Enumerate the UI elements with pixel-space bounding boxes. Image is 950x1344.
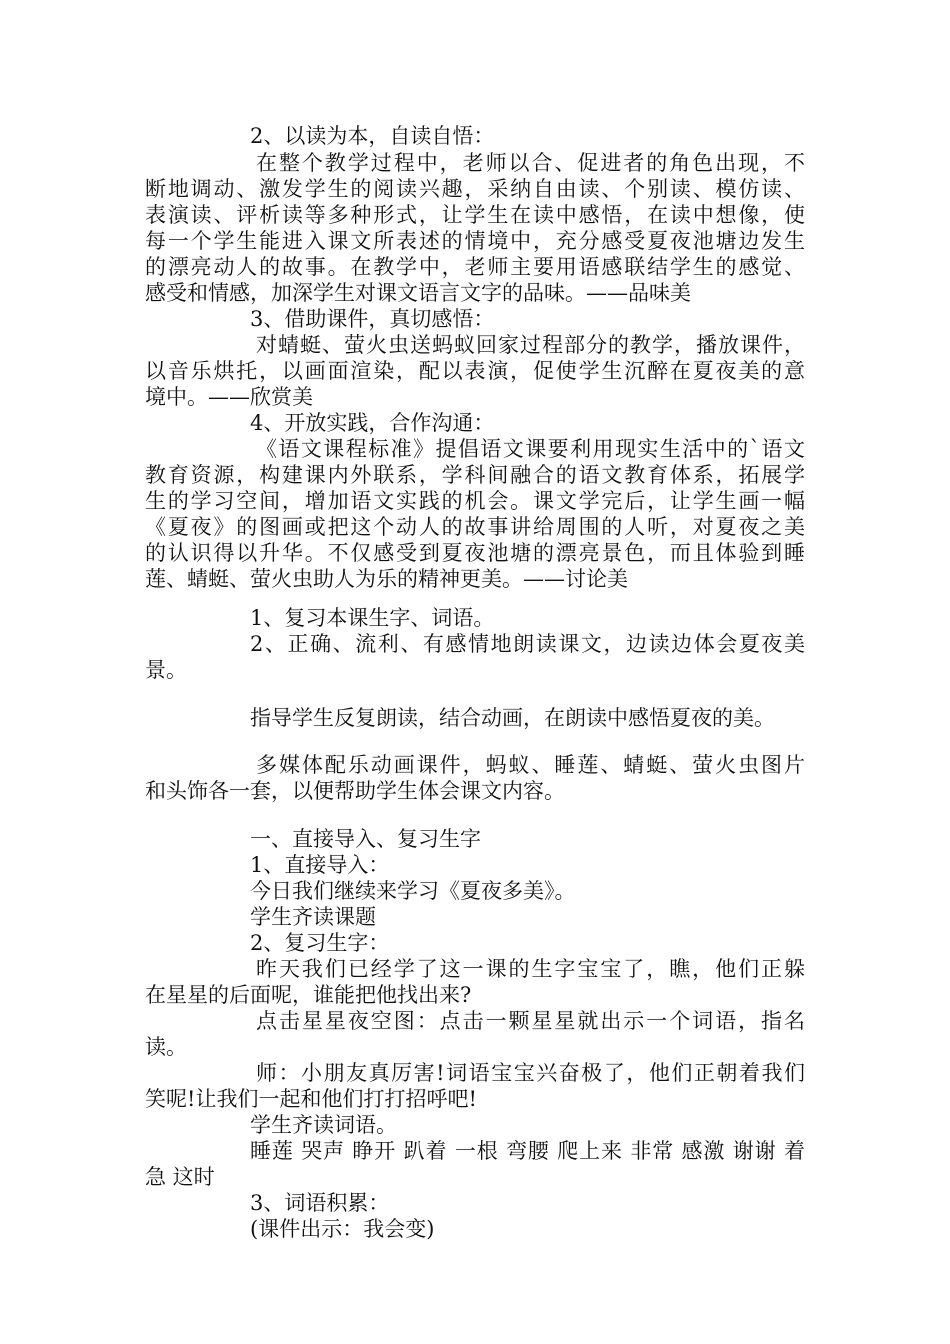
paragraph-line: 《夏夜》的图画或把这个动人的故事讲给周围的人听，对夏夜之美 (145, 515, 805, 539)
paragraph-line: 读。 (145, 1035, 187, 1059)
step-heading: 1、直接导入： (250, 853, 390, 877)
paragraph-line: 的漂亮动人的故事。在教学中，老师主要用语感联结学生的感觉、 (145, 255, 805, 279)
paragraph-line: 师：小朋友真厉害!词语宝宝兴奋极了，他们正朝着我们 (256, 1061, 805, 1085)
heading-read-as-basis: 2、以读为本，自读自悟： (250, 124, 495, 148)
word-list: 睡莲 哭声 睁开 趴着 一根 弯腰 爬上来 非常 感激 谢谢 着 (250, 1139, 805, 1163)
step-heading: 3、词语积累： (250, 1191, 390, 1215)
paragraph-line: 每一个学生能进入课文所表述的情境中，充分感受夏夜池塘边发生 (145, 229, 805, 253)
paragraph-line: 学生齐读词语。 (250, 1113, 397, 1137)
word-list: 急 这时 (145, 1165, 215, 1189)
key-point-text: 指导学生反复朗读，结合动画，在朗读中感悟夏夜的美。 (250, 706, 775, 730)
preparation-text: 多媒体配乐动画课件，蚂蚁、睡莲、蜻蜓、萤火虫图片 (256, 753, 805, 777)
goal-item-1: 1、复习本课生字、词语。 (250, 606, 495, 630)
paragraph-line: 笑呢!让我们一起和他们打打招呼吧! (145, 1087, 477, 1111)
paragraph-line: 以音乐烘托，以画面渲染，配以表演，促使学生沉醉在夏夜美的意 (145, 359, 805, 383)
paragraph-line: (课件出示：我会变) (250, 1217, 435, 1241)
step-heading: 2、复习生字： (250, 931, 390, 955)
paragraph-line: 断地调动、激发学生的阅读兴趣，采纳自由读、个别读、模仿读、 (145, 177, 805, 201)
goal-item-2: 2、正确、流利、有感情地朗读课文，边读边体会夏夜美 (250, 632, 805, 656)
paragraph-line: 感受和情感，加深学生对课文语言文字的品味。——品味美 (145, 281, 691, 305)
paragraph-line: 今日我们继续来学习《夏夜多美》。 (250, 879, 576, 903)
paragraph-line: 昨天我们已经学了这一课的生字宝宝了，瞧，他们正躲 (256, 957, 805, 981)
paragraph-line: 学生齐读课题 (250, 905, 376, 929)
heading-open-practice: 4、开放实践，合作沟通： (250, 411, 495, 435)
paragraph-line: 点击星星夜空图：点击一颗星星就出示一个词语，指名 (256, 1009, 805, 1033)
paragraph-line: 和头饰各一套，以便帮助学生体会课文内容。 (145, 779, 565, 803)
paragraph-line: 表演读、评析读等多种形式，让学生在读中感悟，在读中想像，使 (145, 203, 805, 227)
paragraph-line: 境中。——欣赏美 (145, 385, 313, 409)
paragraph-line: 景。 (145, 658, 187, 682)
section-heading-1: 一、直接导入、复习生字 (250, 827, 481, 851)
paragraph-line: 教育资源，构建课内外联系，学科间融合的语文教育体系，拓展学 (145, 463, 805, 487)
paragraph-line: 对蜻蜓、萤火虫送蚂蚁回家过程部分的教学，播放课件， (256, 333, 805, 357)
paragraph-line: 在星星的后面呢，谁能把他找出来? (145, 983, 472, 1007)
paragraph-line: 莲、蜻蜓、萤火虫助人为乐的精神更美。——讨论美 (145, 567, 628, 591)
paragraph-line: 《语文课程标准》提倡语文课要利用现实生活中的`语文 (256, 437, 805, 461)
paragraph-line: 的认识得以升华。不仅感受到夏夜池塘的漂亮景色，而且体验到睡 (145, 541, 805, 565)
paragraph-line: 生的学习空间，增加语文实践的机会。课文学完后，让学生画一幅 (145, 489, 805, 513)
heading-courseware: 3、借助课件，真切感悟： (250, 307, 495, 331)
paragraph-line: 在整个教学过程中，老师以合、促进者的角色出现，不 (256, 151, 805, 175)
